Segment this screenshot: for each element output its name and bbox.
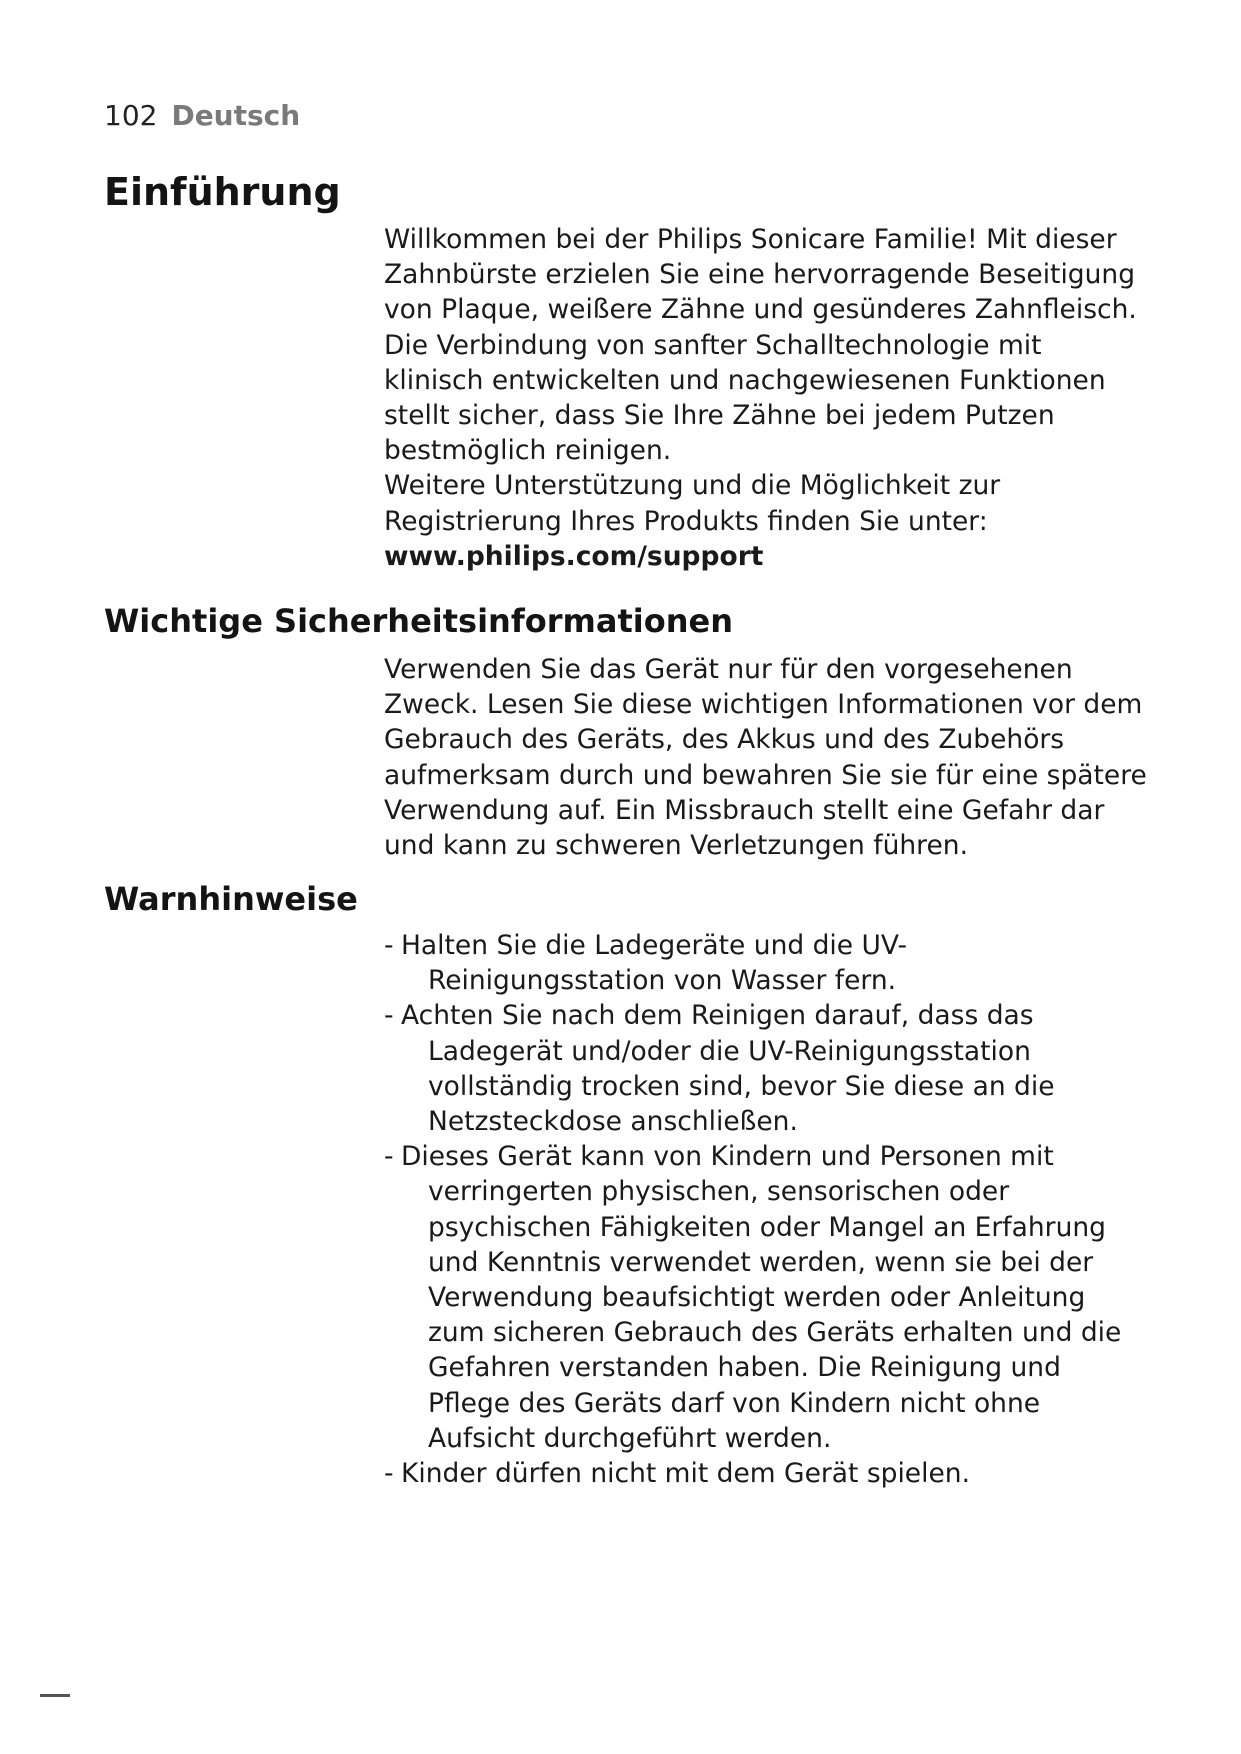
warning-line: und Kenntnis verwendet werden, wenn sie bei der bbox=[428, 1246, 1094, 1278]
safety-line: Gebrauch des Geräts, des Akkus und des Zubehörs bbox=[384, 724, 1065, 756]
safety-body bbox=[384, 652, 1147, 863]
safety-line: Verwendung auf. Ein Missbrauch stellt eine Gefahr dar bbox=[384, 794, 1105, 826]
footer-mark bbox=[40, 1694, 70, 1697]
support-link[interactable]: www.philips.com/support bbox=[384, 540, 764, 572]
warning-item bbox=[384, 998, 1144, 1139]
warnings-list bbox=[384, 928, 1144, 1491]
header-language: Deutsch bbox=[171, 99, 301, 132]
warning-line: Halten Sie die Ladegeräte und die UV- bbox=[401, 930, 908, 961]
warning-line: Kinder dürfen nicht mit dem Gerät spielen. bbox=[401, 1458, 970, 1490]
warning-line: Netzsteckdose anschließen. bbox=[428, 1106, 798, 1138]
warning-item bbox=[384, 1456, 1144, 1491]
intro-line: Die Verbindung von sanfter Schalltechnologie mit bbox=[384, 329, 1042, 361]
safety-heading: Wichtige Sicherheitsinformationen bbox=[104, 602, 733, 640]
bullet-dash: - bbox=[384, 1000, 394, 1032]
safety-line: Verwenden Sie das Gerät nur für den vorgesehenen bbox=[384, 654, 1073, 685]
bullet-dash: - bbox=[384, 1458, 394, 1490]
intro-line: klinisch entwickelten und nachgewiesenen Funktionen bbox=[384, 364, 1106, 396]
bullet-dash: - bbox=[384, 930, 394, 961]
warning-line: Dieses Gerät kann von Kindern und Personen mit bbox=[401, 1141, 1054, 1173]
warning-item bbox=[384, 1139, 1144, 1456]
warning-line: Aufsicht durchgeführt werden. bbox=[428, 1422, 832, 1454]
intro-line: Weitere Unterstützung und die Möglichkeit zur bbox=[384, 470, 1001, 502]
intro-body bbox=[384, 222, 1144, 574]
intro-line: Registrierung Ihres Produkts finden Sie unter: bbox=[384, 505, 988, 537]
bullet-dash: - bbox=[384, 1141, 394, 1173]
intro-line: bestmöglich reinigen. bbox=[384, 435, 672, 467]
page-number: 102 bbox=[104, 99, 158, 132]
warning-item bbox=[384, 928, 1144, 998]
page-header bbox=[104, 96, 300, 136]
intro-heading: Einführung bbox=[104, 170, 341, 214]
warning-line: Gefahren verstanden haben. Die Reinigung und bbox=[428, 1352, 1061, 1384]
warning-line: Achten Sie nach dem Reinigen darauf, dass das bbox=[401, 1000, 1034, 1032]
intro-line: von Plaque, weißere Zähne und gesünderes Zahnfleisch. bbox=[384, 294, 1137, 326]
warning-line: verringerten physischen, sensorischen oder bbox=[428, 1176, 1010, 1208]
warning-line: Reinigungsstation von Wasser fern. bbox=[428, 965, 897, 997]
intro-line: Zahnbürste erzielen Sie eine hervorragende Beseitigung bbox=[384, 259, 1136, 291]
safety-line: aufmerksam durch und bewahren Sie sie für eine spätere bbox=[384, 759, 1147, 791]
warnings-body bbox=[384, 928, 1144, 1491]
warnings-heading: Warnhinweise bbox=[104, 880, 358, 918]
warning-line: Pflege des Geräts darf von Kindern nicht ohne bbox=[428, 1387, 1041, 1419]
warning-line: Ladegerät und/oder die UV-Reinigungsstation bbox=[428, 1035, 1031, 1067]
safety-line: Zweck. Lesen Sie diese wichtigen Informationen vor dem bbox=[384, 689, 1143, 721]
safety-line: und kann zu schweren Verletzungen führen. bbox=[384, 830, 969, 862]
warning-line: Verwendung beaufsichtigt werden oder Anleitung bbox=[428, 1282, 1086, 1314]
intro-line: stellt sicher, dass Sie Ihre Zähne bei jedem Putzen bbox=[384, 400, 1055, 432]
warning-line: zum sicheren Gebrauch des Geräts erhalten und die bbox=[428, 1317, 1122, 1349]
warning-line: vollständig trocken sind, bevor Sie diese an die bbox=[428, 1070, 1055, 1102]
intro-line: Willkommen bei der Philips Sonicare Familie! Mit dieser bbox=[384, 224, 1117, 255]
warning-line: psychischen Fähigkeiten oder Mangel an Erfahrung bbox=[428, 1211, 1106, 1243]
